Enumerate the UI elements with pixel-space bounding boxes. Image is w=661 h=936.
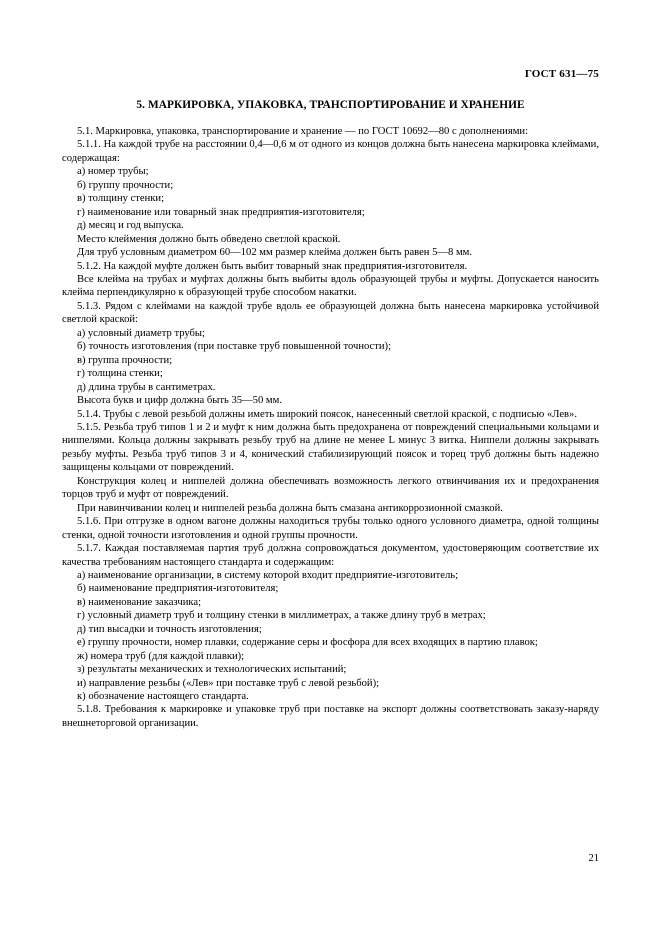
list-item: г) толщина стенки;: [77, 368, 163, 380]
paragraph: При навинчивании колец и ниппелей резьба должна быть смазана антикоррозионной смазкой.: [77, 502, 503, 514]
paragraph-5-1-8: 5.1.8. Требования к маркировке и упаковке труб при поставке на экспорт должны соответствовать заказу-наряду внешнеторговой организации.: [62, 704, 599, 729]
paragraph: Для труб условным диаметром 60—102 мм размер клейма должен быть равен 5—8 мм.: [77, 247, 472, 259]
paragraph: Все клейма на трубах и муфтах должны быть выбиты вдоль образующей трубы и муфты. Допускается наносить клейма перпендикулярно к образующей трубе способом накатки.: [62, 273, 599, 299]
list-item: в) толщину стенки;: [77, 193, 165, 205]
list-item: б) точность изготовления (при поставке труб повышенной точности);: [77, 341, 392, 353]
paragraph-5-1-4: 5.1.4. Трубы с левой резьбой должны иметь широкий поясок, нанесенный светлой краской, с подписью «Лев».: [77, 408, 578, 420]
paragraph-5-1-5: 5.1.5. Резьба труб типов 1 и 2 и муфт к ним должна быть предохранена от повреждений специальными кольцами и ниппелями. Кольца должны закрывать резьбу труб на длине не менее L минус 3 витка. Ниппели должны закрывать резьбу муфты. Резьба труб типов 3 и 4, конический стабилизирующий поясок и торец труб должны быть надежно защищены кольцами от повреждений.: [62, 421, 599, 474]
list-item: е) группу прочности, номер плавки, содержание серы и фосфора для всех входящих в партию плавок;: [77, 637, 538, 649]
paragraph: Высота букв и цифр должна быть 35—50 мм.: [77, 395, 282, 407]
paragraph-5-1-6: 5.1.6. При отгрузке в одном вагоне должны находиться трубы только одного условного диаметра, одной толщины стенки, одной точности изготовления и одной группы прочности.: [62, 516, 599, 541]
paragraph-5-1-1: 5.1.1. На каждой трубе на расстоянии 0,4—0,6 м от одного из концов должна быть нанесена маркировка клеймами, содержащая:: [62, 139, 599, 164]
list-item: б) наименование предприятия-изготовителя;: [77, 583, 279, 595]
paragraph-5-1-7: 5.1.7. Каждая поставляемая партия труб должна сопровождаться документом, удостоверяющим соответствие их качества требованиям настоящего стандарта и содержащим:: [62, 543, 599, 568]
page-number: 21: [588, 853, 599, 864]
paragraph-5-1: 5.1. Маркировка, упаковка, транспортирование и хранение — по ГОСТ 10692—80 с дополнениями:: [77, 126, 529, 137]
list-item: а) условный диаметр трубы;: [77, 327, 205, 339]
list-item: г) наименование или товарный знак предприятия-изготовителя;: [77, 206, 365, 218]
section-title: 5. МАРКИРОВКА, УПАКОВКА, ТРАНСПОРТИРОВАНИЕ И ХРАНЕНИЕ: [136, 99, 525, 111]
document-body: [62, 125, 599, 730]
list-item: и) направление резьбы («Лев» при поставке труб с левой резьбой);: [77, 677, 380, 689]
list-item: б) группу прочности;: [77, 179, 174, 191]
list-item: ж) номера труб (для каждой плавки);: [77, 650, 245, 662]
list-item: к) обозначение настоящего стандарта.: [77, 691, 249, 703]
document-header: ГОСТ 631—75: [524, 68, 599, 80]
list-item: г) условный диаметр труб и толщину стенки в миллиметрах, а также длину труб в метрах;: [77, 610, 486, 622]
list-item: в) группа прочности;: [77, 354, 173, 366]
list-item: д) месяц и год выпуска.: [77, 220, 184, 232]
list-item: д) тип высадки и точность изготовления;: [77, 623, 262, 635]
list-item: д) длина трубы в сантиметрах.: [77, 381, 216, 393]
list-item: а) наименование организации, в систему которой входит предприятие-изготовитель;: [77, 569, 459, 581]
list-item: а) номер трубы;: [77, 166, 149, 178]
paragraph: Место клеймения должно быть обведено светлой краской.: [77, 233, 341, 245]
paragraph: Конструкция колец и ниппелей должна обеспечивать возможность легкого отвинчивания их и предохранения торцов труб и муфт от повреждений.: [62, 475, 599, 501]
list-item: з) результаты механических и технологических испытаний;: [77, 664, 347, 676]
paragraph-5-1-3: 5.1.3. Рядом с клеймами на каждой трубе вдоль ее образующей должна быть нанесена маркировка устойчивой светлой краской:: [62, 300, 599, 326]
list-item: в) наименование заказчика;: [77, 596, 202, 608]
paragraph-5-1-2: 5.1.2. На каждой муфте должен быть выбит товарный знак предприятия-изготовителя.: [77, 260, 468, 272]
